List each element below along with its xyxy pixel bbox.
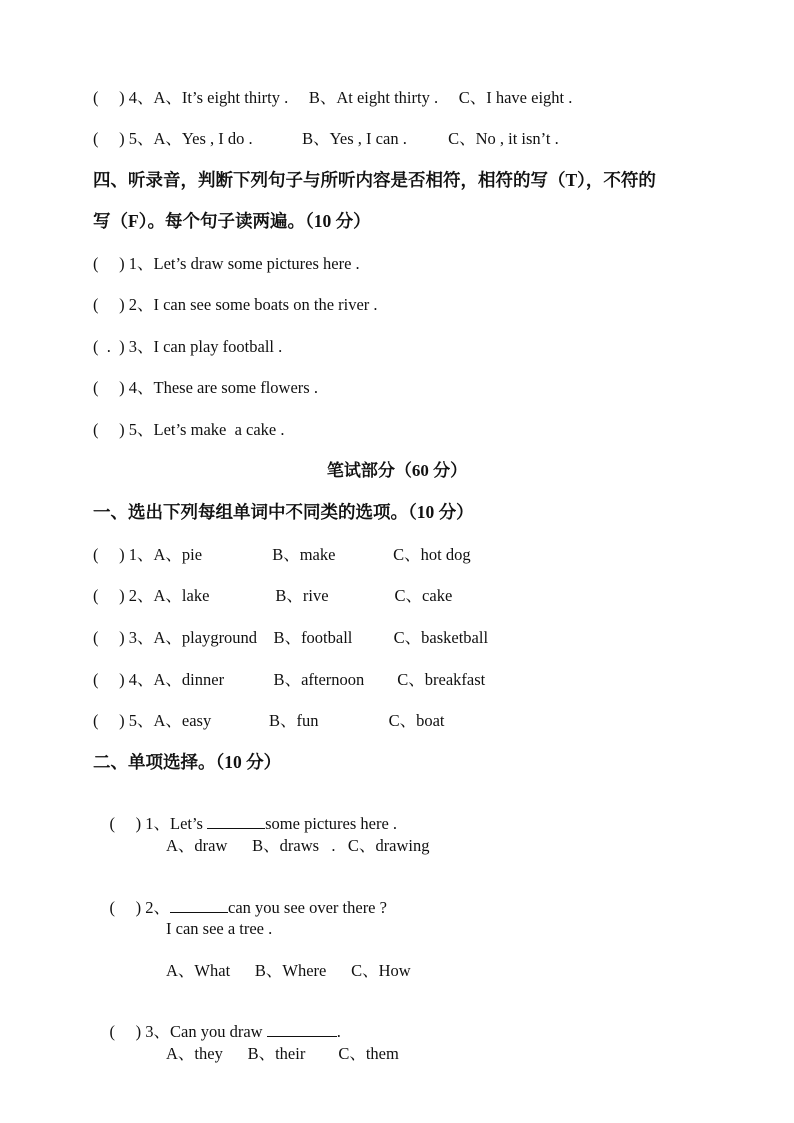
written-part-title: 笔试部分（60 分） — [326, 461, 468, 480]
q2-stem-start: ( ) 2、 — [109, 898, 170, 917]
written2-q3-options: A、they B、their C、them — [166, 1044, 399, 1063]
section4-item-3: ( . ) 3、I can play football . — [93, 337, 283, 356]
section4-item-4: ( ) 4、These are some flowers . — [93, 378, 318, 397]
q3-stem-start: ( ) 3、Can you draw — [109, 1022, 267, 1041]
written1-item-3: ( ) 3、A、playground B、football C、basketball — [93, 628, 489, 647]
answer-blank — [207, 814, 265, 829]
section4-title-line2: 写（F）。每个句子读两遍。（10 分） — [93, 211, 371, 231]
listening-item-5: ( ) 5、A、Yes , I do . B、Yes , I can . C、No , it isn’t . — [93, 129, 559, 148]
written1-item-4: ( ) 4、A、dinner B、afternoon C、breakfast — [93, 670, 486, 689]
written1-item-2: ( ) 2、A、lake B、rive C、cake — [93, 586, 453, 605]
q1-stem-end: some pictures here . — [265, 814, 398, 833]
section4-item-5: ( ) 5、Let’s make a cake . — [93, 420, 285, 439]
section4-item-2: ( ) 2、I can see some boats on the river . — [93, 295, 378, 314]
section4-item-1: ( ) 1、Let’s draw some pictures here . — [93, 254, 360, 273]
written1-item-5: ( ) 5、A、easy B、fun C、boat — [93, 711, 445, 730]
listening-item-4: ( ) 4、A、It’s eight thirty . B、At eight thirty . C、I have eight . — [93, 88, 573, 107]
q2-stem-end: can you see over there ? — [228, 898, 387, 917]
answer-blank — [170, 898, 228, 913]
answer-blank — [267, 1022, 337, 1037]
written2-title: 二、单项选择。（10 分） — [93, 752, 282, 772]
q3-stem-end: . — [336, 1022, 341, 1041]
written2-q2-answer: I can see a tree . — [166, 919, 273, 938]
written1-item-1: ( ) 1、A、pie B、make C、hot dog — [93, 545, 471, 564]
q1-stem-start: ( ) 1、Let’s — [109, 814, 208, 833]
written2-q1-options: A、draw B、draws . C、drawing — [166, 836, 430, 855]
written1-title: 一、选出下列每组单词中不同类的选项。（10 分） — [93, 502, 474, 522]
section4-title-line1: 四、听录音，判断下列句子与所听内容是否相符，相符的写（T），不符的 — [93, 170, 656, 190]
written2-q2-options: A、What B、Where C、How — [166, 961, 411, 980]
